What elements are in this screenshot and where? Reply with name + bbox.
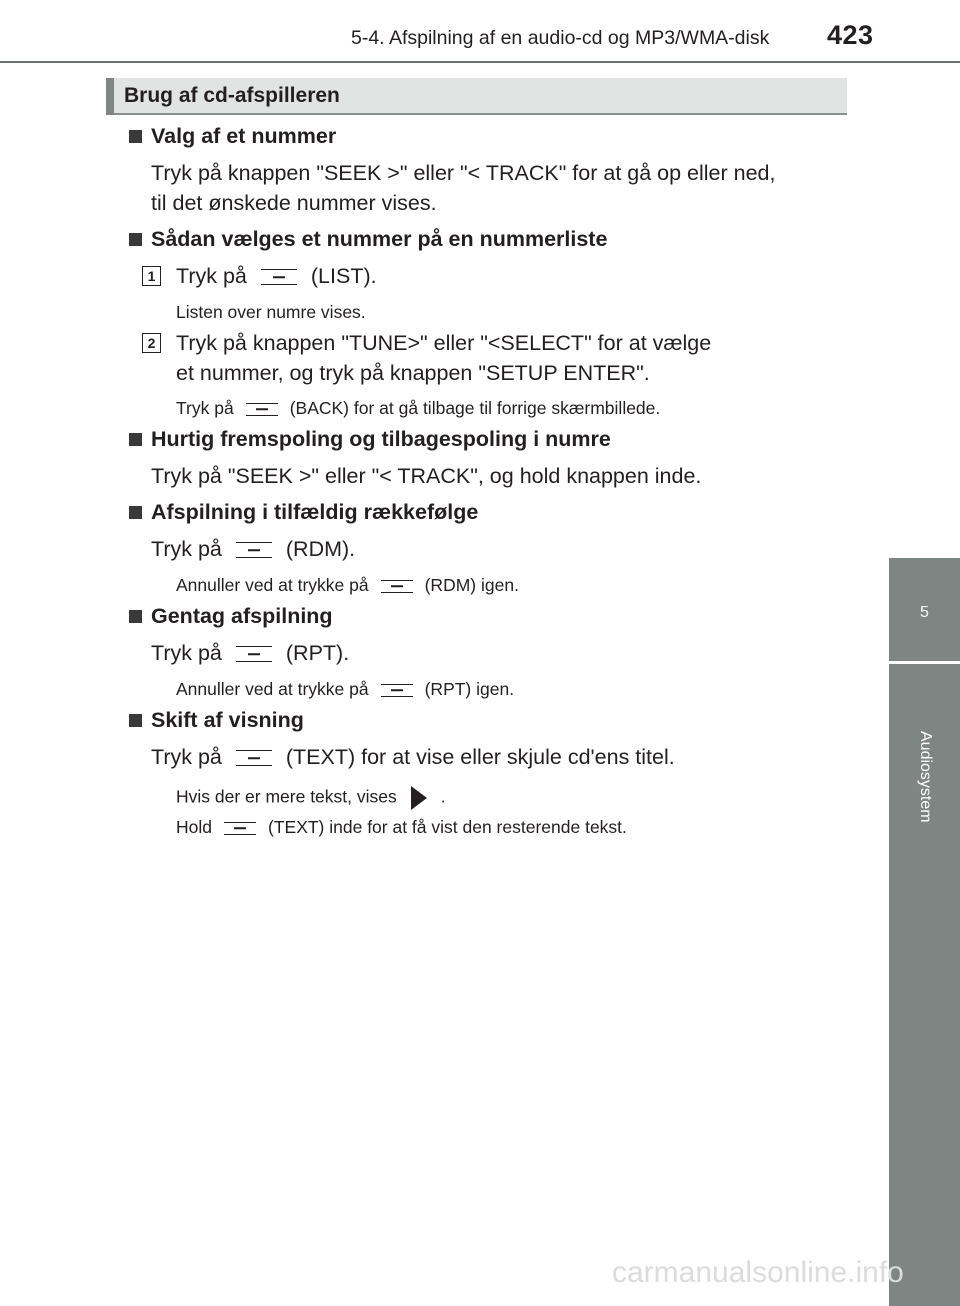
topic-bullet-icon xyxy=(129,714,142,727)
text-button-icon xyxy=(236,750,272,766)
topic-heading-track-list: Sådan vælges et nummer på en nummerliste xyxy=(151,227,608,251)
body-text: til det ønskede nummer vises. xyxy=(151,191,437,215)
topic-bullet-icon xyxy=(129,610,142,623)
back-button-icon xyxy=(246,403,278,416)
body-text: Tryk på "SEEK >" eller "< TRACK", og hold knappen inde. xyxy=(151,464,702,488)
topic-bullet-icon xyxy=(129,433,142,446)
step-note: Tryk på (BACK) for at gå tilbage til forrige skærmbillede. xyxy=(176,398,661,418)
step-text: Tryk på (LIST). xyxy=(176,264,377,288)
rpt-button-icon xyxy=(236,646,272,662)
chapter-title: Audiosystem xyxy=(917,731,934,823)
note-text: Annuller ved at trykke på (RPT) igen. xyxy=(176,679,515,699)
body-text: Tryk på knappen "SEEK >" eller "< TRACK" for at gå op eller ned, xyxy=(151,161,776,185)
more-text-arrow-icon xyxy=(411,786,427,810)
topic-heading-select-track: Valg af et nummer xyxy=(151,124,337,148)
step-note: Listen over numre vises. xyxy=(176,302,366,322)
body-text: Tryk på (TEXT) for at vise eller skjule cd'ens titel. xyxy=(151,745,675,769)
page-number: 423 xyxy=(827,20,874,50)
header-divider xyxy=(0,61,960,63)
rdm-button-icon xyxy=(381,580,413,593)
section-title: Brug af cd-afspilleren xyxy=(124,84,340,107)
step-number-badge: 1 xyxy=(142,266,161,286)
chapter-number: 5 xyxy=(920,604,929,621)
topic-heading-display: Skift af visning xyxy=(151,708,304,732)
rpt-button-icon xyxy=(381,684,413,697)
text-button-icon xyxy=(224,822,256,835)
step-number-badge: 2 xyxy=(142,333,161,353)
note-text: Hold (TEXT) inde for at få vist den resterende tekst. xyxy=(176,817,627,837)
topic-heading-fast-forward: Hurtig fremspoling og tilbagespoling i numre xyxy=(151,427,611,451)
note-text: Hvis der er mere tekst, vises . xyxy=(176,786,446,810)
running-header-section: 5-4. Afspilning af en audio-cd og MP3/WMA-disk xyxy=(351,27,770,49)
section-title-accent xyxy=(106,78,114,115)
topic-heading-random: Afspilning i tilfældig rækkefølge xyxy=(151,500,479,524)
note-text: Annuller ved at trykke på (RDM) igen. xyxy=(176,575,519,595)
topic-bullet-icon xyxy=(129,233,142,246)
topic-heading-repeat: Gentag afspilning xyxy=(151,604,333,628)
watermark: carmanualsonline.info xyxy=(612,1256,904,1289)
topic-bullet-icon xyxy=(129,506,142,519)
body-text: Tryk på (RPT). xyxy=(151,641,350,665)
step-text: et nummer, og tryk på knappen "SETUP ENTER". xyxy=(176,361,650,385)
list-button-icon xyxy=(261,269,297,285)
step-text: Tryk på knappen "TUNE>" eller "<SELECT" for at vælge xyxy=(176,331,712,355)
body-text: Tryk på (RDM). xyxy=(151,537,356,561)
topic-bullet-icon xyxy=(129,130,142,143)
rdm-button-icon xyxy=(236,542,272,558)
